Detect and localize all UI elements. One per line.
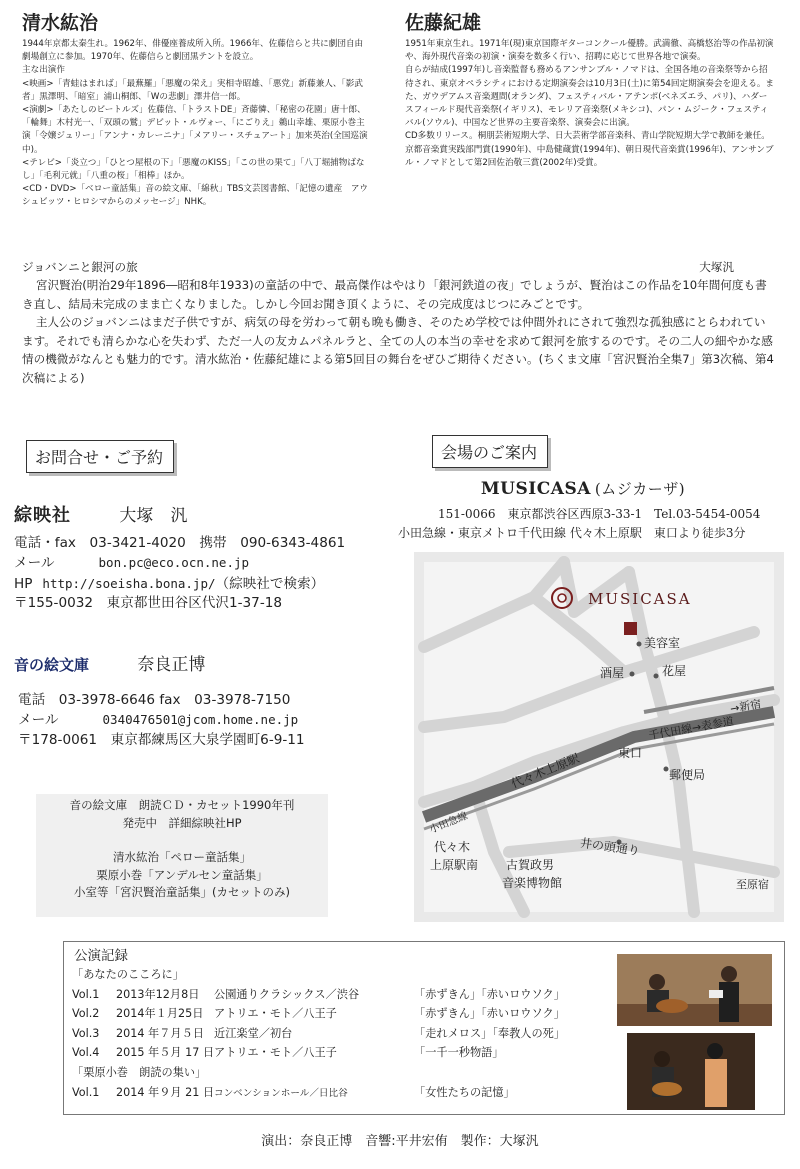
bio-line: 自らが結成(1997年)し音楽監督も務めるアンサンブル・ノマドは、全国各地の音楽祭等から招待され、東京オペラシティにおける定期演奏会は10月3日(土)に第54回定期演奏会を迎える。また、ガウデアムス音楽週間(オランダ)、フェスティバル・アテンポ(ベネズエラ、パリ)、ハダースフィールド現代音楽祭(イギリス)、モレリア音楽祭(メキシコ)、パン・ムジーク・フェスティバル(ソウル)、中国など世界の主要音楽祭、演奏会に出演。 [405,65,775,129]
bio-line: <CD・DVD>「ベロー童話集」音の絵文庫、「綿秋」TBS文芸図書館、「記憶の遺産 アウシュビッツ・ヒロシマからのメッセージ」NHK。 [22,184,369,208]
venue-map[interactable] [414,552,784,922]
map-label-museum1: 古賀政男 [506,858,555,872]
mail-link[interactable]: 0340476501@jcom.home.ne.jp [102,712,299,727]
map-label-museum2: 音楽博物館 [502,876,563,890]
contact-org2 [14,656,394,750]
map-label-station1: 代々木 [434,840,471,854]
contact-person: 奈良正博 [137,655,206,675]
otonoe-logo: 音の絵文庫 [14,656,90,674]
contact-person: 大塚 汎 [119,506,188,526]
records-box [63,941,785,1115]
bio-line: 1951年東京生れ。1971年(現)東京国際ギターコンクール優勝。武満徹、高橋悠治等の作品初演や、海外現代音楽の初演・演奏を数多く行い、招聘に応じて世界各地で演奏。 [405,39,774,63]
story-paragraph: 主人公のジョバンニはまだ子供ですが、病気の母を労わって朝も晩も働き、そのため学校では仲間外れにされて強烈な孤独感にとらわれています。それでも清らかな心を失わず、ただ一人の友カムパネルラと、全ての人の本当の幸せを求めて銀河を旅するのです。その二人の細やかな感情の機微がなんとも魅力的です。清水紘治・佐藤紀雄による第5回目の舞台をぜひご期待ください。(ちくま文庫「宮沢賢治全集7」第3次稿、第4次稿による) [22,315,774,385]
story-section [22,258,774,388]
map-label-odakyu: 小田急線 [428,810,470,836]
soeisha-logo: 綜映社 [14,505,71,526]
cd-info-box [36,794,328,917]
bio-line: 主な出演作 [22,65,65,76]
story-title: ジョバンニと銀河の旅 [22,260,138,274]
map-label-beauty: 美容室 [644,636,681,650]
performance-photo-1 [617,954,772,1026]
mail-link[interactable]: bon.pc@eco.ocn.ne.jp [98,555,250,570]
cd-line: 小室等「宮沢賢治童話集」(カセットのみ) [74,885,290,899]
bio-sato [405,12,775,170]
hp-label: HP [14,575,33,592]
record-row: Vol.1 2014 年９月 21 日コンベンションホール／日比谷 「女性たちの記憶」 [72,1085,515,1099]
contact-address: 〒178-0061 東京都練馬区大泉学園町6-9-11 [18,731,305,748]
contact-org1 [14,506,394,614]
performer-name: 清水紘治 [22,12,99,34]
credits: 演出：奈良正博 音響:平井宏侑 製作：大塚汎 [261,1134,539,1149]
contact-phone: 電話・fax 03-3421-4020 携帯 090-6343-4861 [14,534,346,551]
map-label-bar: 酒屋 [600,666,625,680]
venue-marker [624,622,637,635]
series-title: 「栗原小巻 朗読の集い」 [72,1065,207,1079]
record-row: Vol.2 2014年１月25日 アトリエ・モト／八王子 「赤ずきん」「赤いロウソク」 [72,1007,565,1021]
record-row: Vol.1 2013年12月8日 公園通りクラシックス／渋谷 「赤ずきん」「赤いロウソク」 [72,987,565,1001]
records-title: 公演記録 [74,948,128,964]
map-brand: MUSICASA [588,590,692,608]
bio-line: <映画>「青蛙はまれば」「最蕪羅」「悪魔の栄え」実相寺昭雄、「悪党」新藤兼人、「影武者」黒澤明、「暗室」浦山桐郎、「Wの悲劇」澤井信一郎。 [22,78,363,102]
venue-kana: (ムジカーザ) [594,480,686,498]
contact-phone: 電話 03-3978-6646 fax 03-3978-7150 [18,691,291,708]
venue-access: 小田急線・東京メトロ千代田線 代々木上原駅 東口より徒歩3分 [398,526,746,540]
map-label-post: 郵便局 [669,768,706,782]
map-label-shinjuku: →新宿 [729,697,763,716]
bio-line: 1944年京都太秦生れ。1962年、俳優座養成所入所。1966年、佐藤信らと共に劇団自由劇場創立に参加。1970年、佐藤信らと劇団黒テントを設立。 [22,39,364,63]
map-label-station-line: 代々木上原駅 [509,750,582,791]
record-row: Vol.3 2014 年７月５日 近江楽堂／初台 「走れメロス」「奉教人の死」 [72,1026,566,1040]
story-author: 大塚汎 [699,260,734,274]
record-row: Vol.4 2015 年５月 17 日アトリエ・モト／八王子 「一千一秒物語」 [72,1046,504,1060]
map-label-chiyoda: 千代田線→表参道 [647,714,735,743]
venue-address: 151-0066 東京都渋谷区西原3-33-1 Tel.03-5454-0054 [438,507,761,521]
mail-label: メール [18,712,59,728]
map-label-florist: 花屋 [662,664,687,678]
contact-box-title: お問合せ・ご予約 [26,440,174,473]
contact-address: 〒155-0032 東京都世田谷区代沢1-37-18 [14,595,283,611]
venue-box-title: 会場のご案内 [432,435,548,468]
performance-photo-2 [627,1033,755,1110]
bio-line: CD多数リリース。桐朋芸術短期大学、日大芸術学部音楽科、青山学院短期大学で教師を兼任。京都音楽賞実践部門賞(1990年)、中島健蔵賞(1994年)、朝日現代音楽賞(1996年)、アンサンブル・ノマドとして第2回佐治敬三賞(2002年)受賞。 [405,131,774,168]
map-label-east-exit: 東口 [618,746,643,760]
venue-name: MUSICASA [480,479,591,499]
hp-link[interactable]: http://soeisha.bona.jp/ [42,575,216,591]
venue-info [398,478,798,541]
bio-shimizu [22,12,370,210]
performer-name: 佐藤紀雄 [405,12,482,34]
cd-line: 栗原小巻「アンデルセン童話集」 [96,867,268,882]
bio-line: <テレビ>「炎立つ」「ひとつ屋根の下」「悪魔のKISS」「この世の果て」「八丁堀捕物ばなし」「毛利元就」「八重の桜」「相棒」ほか。 [22,157,365,182]
hp-note: （綜映社で検索） [215,575,325,592]
cd-line: 清水紘治「ペロー童話集」 [113,850,251,864]
map-label-street: 井の頭通り [579,835,641,859]
map-label-station2: 上原駅南 [430,858,479,872]
bio-line: <演劇>「あたしのビートルズ」佐藤信、「トラストDE」斉藤憐、「秘密の花園」唐十郎、「輪舞」木村光一、「双頭の鷲」デビット・ルヴォー、「にごりえ」鵜山幸雄、栗原小巻主演「令嬢ジュリー」「アンナ・カレーニナ」「メアリー・スチュアート」加来英治(全国巡演中)。 [22,105,368,155]
series-title: 「あなたのこころに」 [72,968,184,981]
map-label-shibuya: 至原宿 [736,878,769,891]
cd-line: 音の絵文庫 朗読ＣＤ・カセット1990年刊 [69,798,295,812]
mail-label: メール [14,555,55,571]
story-paragraph: 宮沢賢治(明治29年1896―昭和8年1933)の童話の中で、最高傑作はやはり「銀河鉄道の夜」でしょうが、賢治はこの作品を10年間何度も書き直し、結局未完成のまま亡くなりました。しかし今回お聞き頂くように、その完成度はじつにみごとです。 [22,278,767,311]
cd-line: 発売中 詳細綜映社HP [122,815,242,830]
